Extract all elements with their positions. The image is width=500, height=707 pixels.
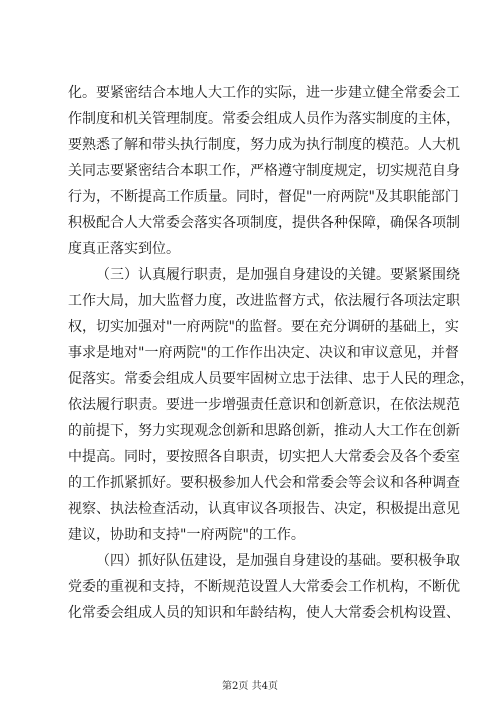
text-line: 的工作抓紧抓好。要积极参加人代会和常委会等会议和各种调查 xyxy=(68,475,460,491)
text-line: 积极配合人大常委会落实各项制度，提供各种保障，确保各项制 xyxy=(68,215,460,231)
text-line: 建议，协助和支持"一府两院"的工作。 xyxy=(68,527,305,543)
text-line: 度真正落实到位。 xyxy=(68,241,180,257)
text-line: 作制度和机关管理制度。常委会组成人员作为落实制度的主体， xyxy=(68,111,460,127)
text-line: 化常委会组成人员的知识和年龄结构，使人大常委会机构设置、 xyxy=(68,605,460,621)
text-line: 依法履行职责。要进一步增强责任意识和创新意识，在依法规范 xyxy=(68,397,460,413)
text-line: 的前提下，努力实现观念创新和思路创新，推动人大工作在创新 xyxy=(68,423,460,439)
text-line: 权，切实加强对"一府两院"的监督。要在充分调研的基础上，实 xyxy=(68,319,459,335)
document-body xyxy=(68,80,474,626)
text-line: 工作大局，加大监督力度，改进监督方式，依法履行各项法定职 xyxy=(68,293,460,309)
text-line: 关同志要紧密结合本职工作，严格遵守制度规定，切实规范自身 xyxy=(68,163,460,179)
text-line: 行为，不断提高工作质量。同时，督促"一府两院"及其职能部门 xyxy=(68,189,459,205)
text-line: 要熟悉了解和带头执行制度，努力成为执行制度的模范。人大机 xyxy=(68,137,460,153)
text-line: 事求是地对"一府两院"的工作作出决定、决议和审议意见，并督 xyxy=(68,345,459,361)
text-line: 视察、执法检查活动，认真审议各项报告、决定，积极提出意见 xyxy=(68,501,460,517)
text-line: 化。要紧密结合本地人大工作的实际，进一步建立健全常委会工 xyxy=(68,85,460,101)
paragraph-start-line: （四）抓好队伍建设，是加强自身建设的基础。要积极争取 xyxy=(96,553,460,569)
text-line: 党委的重视和支持，不断规范设置人大常委会工作机构，不断优 xyxy=(68,579,460,595)
page-number: 第2页 共4页 xyxy=(222,681,278,692)
text-line: 中提高。同时，要按照各自职责，切实把人大常委会及各个委室 xyxy=(68,449,460,465)
paragraph-start-line: （三）认真履行职责，是加强自身建设的关键。要紧紧围绕 xyxy=(96,267,460,283)
text-line: 促落实。常委会组成人员要牢固树立忠于法律、忠于人民的理念， xyxy=(68,371,474,387)
